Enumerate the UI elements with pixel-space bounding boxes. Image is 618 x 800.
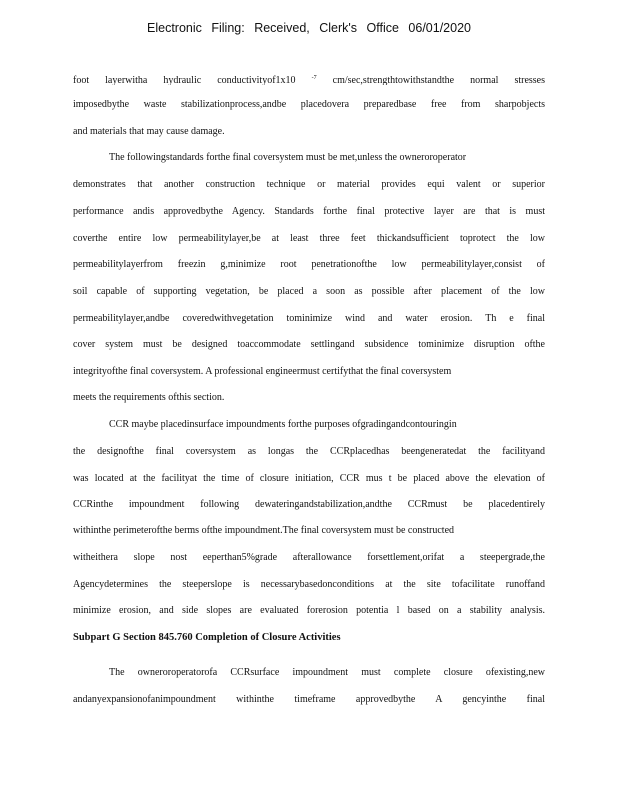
section-heading: Subpart G Section 845.760 Completion of Closure Activities: [73, 632, 341, 643]
text-line: The followingstandards forthe final coversystem must be met,unless the owneroroperator: [109, 152, 467, 163]
exponent: -7: [311, 75, 317, 81]
text-line: and materials that may cause damage.: [73, 126, 225, 137]
text-line: the designofthe final coversystem as longas the CCRplacedhas beengeneratedat the facilityand: [73, 446, 545, 457]
text-line: coverthe entire low permeabilitylayer,be at least three feet thickandsufficient toprotect the low: [73, 233, 545, 244]
text-line: soil capable of supporting vegetation, be placed a soon as possible after placement of the low: [73, 286, 545, 297]
text-line: permeabilitylayer,andbe coveredwithvegetation tominimize wind and water erosion. Th e final: [73, 313, 545, 324]
text-line: was located at the facilityat the time of closure initiation, CCR mus t be placed above the elevation of: [73, 473, 545, 484]
text-line: CCR maybe placedinsurface impoundments forthe purposes ofgradingandcontouringin: [109, 419, 457, 430]
text-line: The owneroroperatorofa CCRsurface impoundment must complete closure ofexisting,new: [109, 667, 545, 678]
text-line: Agencydetermines the steeperslope is necessarybasedonconditions at the site tofacilitate runoffand: [73, 579, 545, 590]
text-line: permeabilitylayerfrom freezin g,minimize root penetrationofthe low permeabilitylayer,consist of: [73, 259, 545, 270]
text-line: cover system must be designed toaccommodate settlingand subsidence tominimize disruption ofthe: [73, 339, 545, 350]
text-line: imposedbythe waste stabilizationprocess,andbe placedovera preparedbase free from sharpobjects: [73, 99, 545, 110]
text-line-start: foot layerwitha hydraulic conductivityof1x10: [73, 75, 296, 85]
text-line: minimize erosion, and side slopes are evaluated forerosion potentia l based on a stability analysis.: [73, 605, 545, 616]
text-line: integrityofthe final coversystem. A professional engineermust certifythat the final coversystem: [73, 366, 452, 377]
text-line: witheithera slope nost eeperthan5%grade afterallowance forsettlement,orifat a steepergrade,the: [73, 552, 545, 563]
text-line: meets the requirements ofthis section.: [73, 392, 225, 403]
text-line: CCRinthe impoundment following dewateringandstabilization,andthe CCRmust be placedentirely: [73, 499, 545, 510]
text-line: withinthe perimeterofthe berms ofthe impoundment.The final coversystem must be constructed: [73, 525, 455, 536]
filing-header: Electronic Filing: Received, Clerk's Office 06/01/2020: [147, 21, 471, 35]
text-line: demonstrates that another construction technique or material provides equi valent or superior: [73, 179, 545, 190]
text-line: [73, 71, 545, 85]
text-line: performance andis approvedbythe Agency. Standards forthe final protective layer are that is must: [73, 206, 545, 217]
text-line: andanyexpansionofanimpoundment withinthe timeframe approvedbythe A gencyinthe final: [73, 694, 545, 705]
text-line-end: cm/sec,strengthtowithstandthe normal stresses: [332, 75, 545, 85]
